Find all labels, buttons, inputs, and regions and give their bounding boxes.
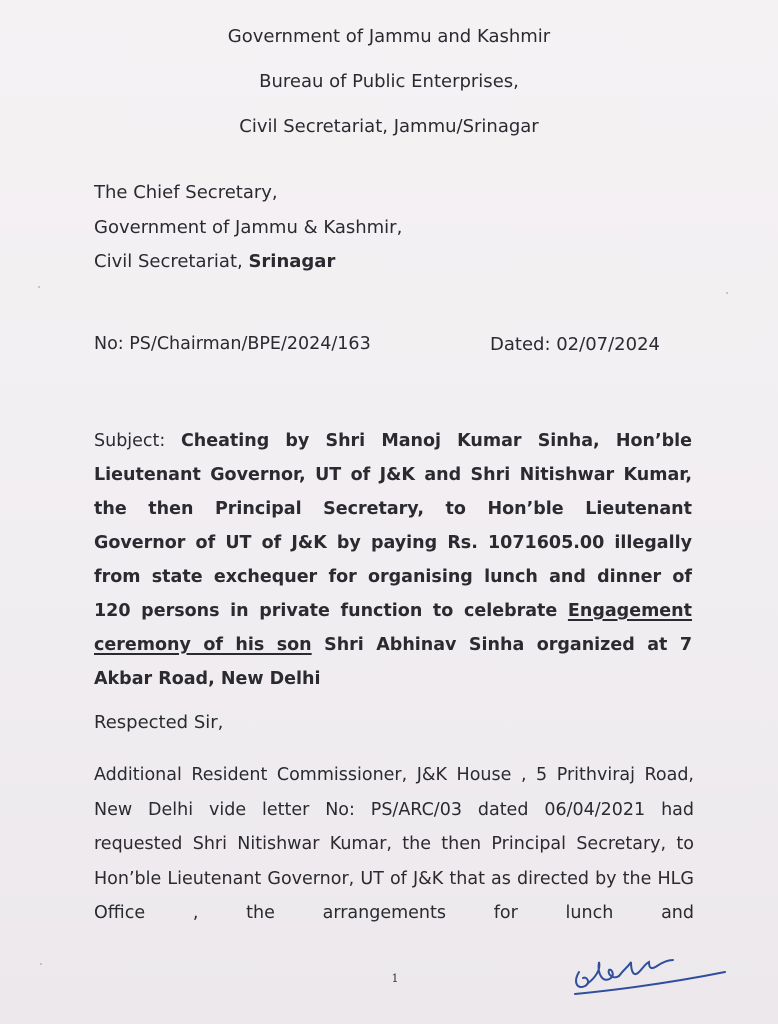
subject-text-end: Shri Abhinav Sinha organized at 7 Akbar Road, New Delhi <box>94 635 692 689</box>
reference-date: Dated: 02/07/2024 <box>490 334 660 355</box>
handwritten-signature <box>565 948 735 998</box>
subject-underlined-text: Engagement ceremony of his son <box>94 601 692 655</box>
recipient-city: Srinagar <box>248 251 336 272</box>
header-secretariat: Civil Secretariat, Jammu/Srinagar <box>239 116 539 137</box>
header-bureau: Bureau of Public Enterprises, <box>259 71 519 92</box>
subject-paragraph <box>94 424 692 696</box>
paper-speck <box>40 963 42 965</box>
recipient-address <box>94 251 335 273</box>
recipient-government: Government of Jammu & Kashmir, <box>94 217 403 238</box>
salutation: Respected Sir, <box>94 712 224 733</box>
recipient-address-prefix: Civil Secretariat, <box>94 251 249 272</box>
paper-speck <box>726 292 728 294</box>
subject-label: Subject: <box>94 431 181 451</box>
recipient-title: The Chief Secretary, <box>94 182 278 203</box>
body-paragraph: Additional Resident Commissioner, J&K House , 5 Prithviraj Road, New Delhi vide letter No: PS/ARC/03 dated 06/04/2021 had requested Shri Nitishwar Kumar, the then Principal Secretary, to Hon’ble Lieutenant Governor, UT of J&K that as directed by the HLG Office , the arrangements for lunch and <box>94 765 694 923</box>
reference-number: No: PS/Chairman/BPE/2024/163 <box>94 334 371 354</box>
paper-speck <box>38 286 40 288</box>
page-number: 1 <box>391 972 399 985</box>
header-government: Government of Jammu and Kashmir <box>227 26 551 47</box>
subject-text: Cheating by Shri Manoj Kumar Sinha, Hon’ble Lieutenant Governor, UT of J&K and Shri Nitishwar Kumar, the then Principal Secretary, to Hon’ble Lieutenant Governor of UT of J&K by paying Rs. 1071605.00 illegally from state exchequer for organising lunch and dinner of 120 persons in private function to celebrate <box>94 431 692 621</box>
